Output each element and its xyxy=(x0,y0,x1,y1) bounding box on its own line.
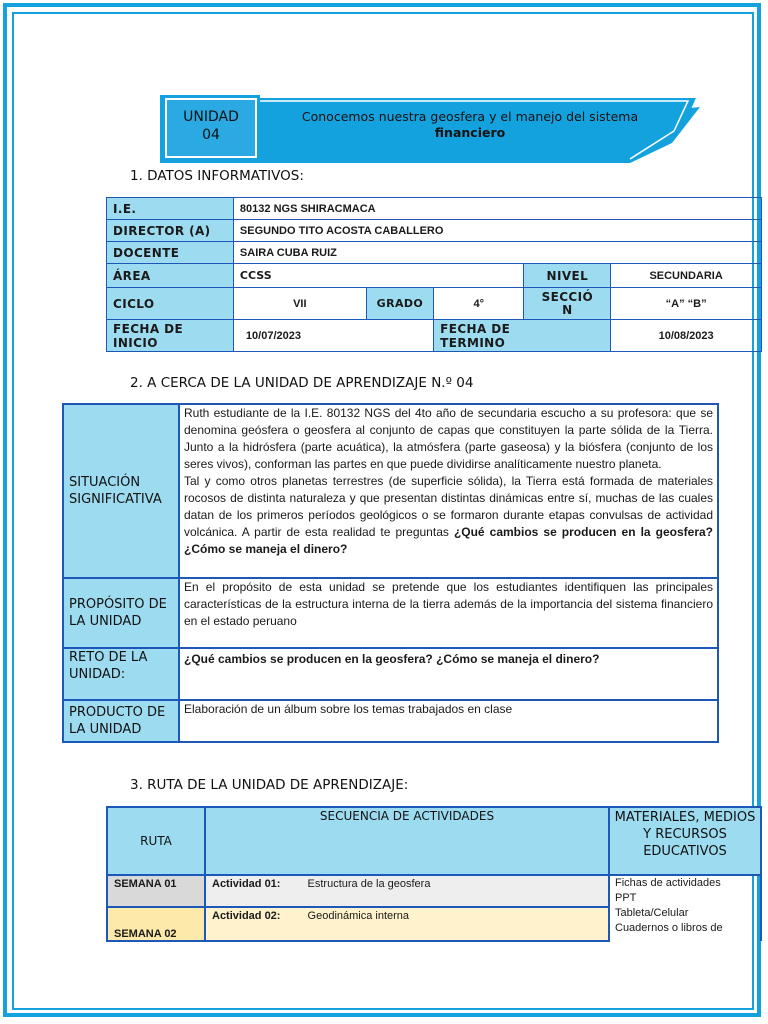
fecha-inicio-label-line2: INICIO xyxy=(113,335,158,350)
week-1-label: SEMANA 01 xyxy=(107,875,205,907)
fecha-termino-label-line2: TERMINO xyxy=(440,335,506,350)
materiales-header: MATERIALES, MEDIOS Y RECURSOS EDUCATIVOS xyxy=(609,807,761,875)
ciclo-label: CICLO xyxy=(107,288,234,320)
week-2-activity-label: Actividad 02: xyxy=(212,910,281,922)
grado-label: GRADO xyxy=(366,288,433,320)
docente-value: SAIRA CUBA RUIZ xyxy=(233,242,761,264)
week-1-topic: Estructura de la geosfera xyxy=(307,878,431,890)
fecha-inicio-label xyxy=(107,320,234,352)
week-2-topic: Geodinámica interna xyxy=(307,910,410,922)
material-item: Cuadernos o libros de xyxy=(615,922,723,934)
nivel-label: NIVEL xyxy=(524,264,611,288)
week-1-activity-label: Actividad 01: xyxy=(212,878,281,890)
material-item: Tableta/Celular xyxy=(615,907,689,919)
material-item: PPT xyxy=(615,892,637,904)
situacion-cell xyxy=(179,404,718,578)
nivel-value: SECUNDARIA xyxy=(611,264,762,288)
reto-text: ¿Qué cambios se producen en la geosfera? ¿Cómo se maneja el dinero? xyxy=(179,648,718,700)
director-value: SEGUNDO TITO ACOSTA CABALLERO xyxy=(233,220,761,242)
unit-label: UNIDAD xyxy=(183,109,239,125)
unit-banner xyxy=(160,93,700,171)
fecha-termino-value: 10/08/2023 xyxy=(611,320,762,352)
area-value: CCSS xyxy=(233,264,524,288)
seccion-value: “A” “B” xyxy=(611,288,762,320)
secuencia-header: SECUENCIA DE ACTIVIDADES xyxy=(205,807,609,875)
materials-cell xyxy=(609,875,761,941)
proposito-text: En el propósito de esta unidad se pretende que los estudiantes identifiquen las principales características de la estructura interna de la tierra además de la importancia del sistema financiero en el estado peruano xyxy=(179,578,718,648)
week-2-label: SEMANA 02 xyxy=(107,907,205,941)
proposito-label: PROPÓSITO DE LA UNIDAD xyxy=(63,578,179,648)
material-item: Fichas de actividades xyxy=(615,877,721,889)
section-heading-ruta: 3. RUTA DE LA UNIDAD DE APRENDIZAJE: xyxy=(130,777,409,793)
grado-value: 4° xyxy=(434,288,524,320)
unit-title-line2: financiero xyxy=(434,125,506,140)
docente-label: DOCENTE xyxy=(107,242,234,264)
situacion-paragraph-2 xyxy=(184,473,713,558)
director-label: DIRECTOR (A) xyxy=(107,220,234,242)
situacion-question: ¿Qué cambios se producen en la geosfera? ¿Cómo se maneja el dinero? xyxy=(184,525,713,556)
week-1-activity xyxy=(205,875,609,907)
ie-label: I.E. xyxy=(107,198,234,220)
seccion-label xyxy=(524,288,611,320)
reto-label: RETO DE LA UNIDAD: xyxy=(63,648,179,700)
acerca-unidad-table xyxy=(62,403,719,743)
seccion-label-line1: SECCIÓ xyxy=(541,289,594,304)
fecha-termino-label-line1: FECHA DE xyxy=(440,321,511,336)
situacion-paragraph-2-text: Tal y como otros planetas terrestres (de superficie sólida), la Tierra está formada de materiales rocosos de distinta naturaleza y que presentan distintas dinámicas entre sí, muchas de las cuales datan de los primeros períodos geológicos o se formaron durante etapas convulsas de actividad volcánica. A partir de esta realidad te preguntas xyxy=(184,474,713,539)
unit-title xyxy=(270,109,670,141)
fecha-inicio-label-line1: FECHA DE xyxy=(113,321,184,336)
unit-title-line1: Conocemos nuestra geosfera y el manejo del sistema xyxy=(301,109,639,124)
producto-text: Elaboración de un álbum sobre los temas trabajados en clase xyxy=(179,700,718,742)
ruta-unidad-table xyxy=(106,806,762,942)
seccion-label-line2: N xyxy=(562,302,573,317)
ciclo-value: VII xyxy=(233,288,366,320)
week-2-activity xyxy=(205,907,609,941)
ie-value: 80132 NGS SHIRACMACA xyxy=(233,198,761,220)
situacion-label: SITUACIÓN SIGNIFICATIVA xyxy=(63,404,179,578)
area-label: ÁREA xyxy=(107,264,234,288)
producto-label: PRODUCTO DE LA UNIDAD xyxy=(63,700,179,742)
situacion-paragraph-1: Ruth estudiante de la I.E. 80132 NGS del 4to año de secundaria escucho a su profesora: que se denomina geósfera o geosfera al conjunto de capas que constituyen la parte sólida de la Tierra. Junto a la hidrósfera (parte acuática), la atmósfera (parte gaseosa) y la biósfera (conjunto de los seres vivos), conforman las partes en que puede dividirse analíticamente nuestro planeta. xyxy=(184,406,713,471)
unit-number: 04 xyxy=(202,127,220,143)
section-heading-acerca: 2. A CERCA DE LA UNIDAD DE APRENDIZAJE N.º 04 xyxy=(130,375,474,391)
datos-informativos-table xyxy=(106,197,762,352)
fecha-termino-label xyxy=(434,320,611,352)
unit-number-box xyxy=(167,100,255,152)
section-heading-datos: 1. DATOS INFORMATIVOS: xyxy=(130,168,304,184)
fecha-inicio-value: 10/07/2023 xyxy=(233,320,433,352)
ruta-header: RUTA xyxy=(107,807,205,875)
